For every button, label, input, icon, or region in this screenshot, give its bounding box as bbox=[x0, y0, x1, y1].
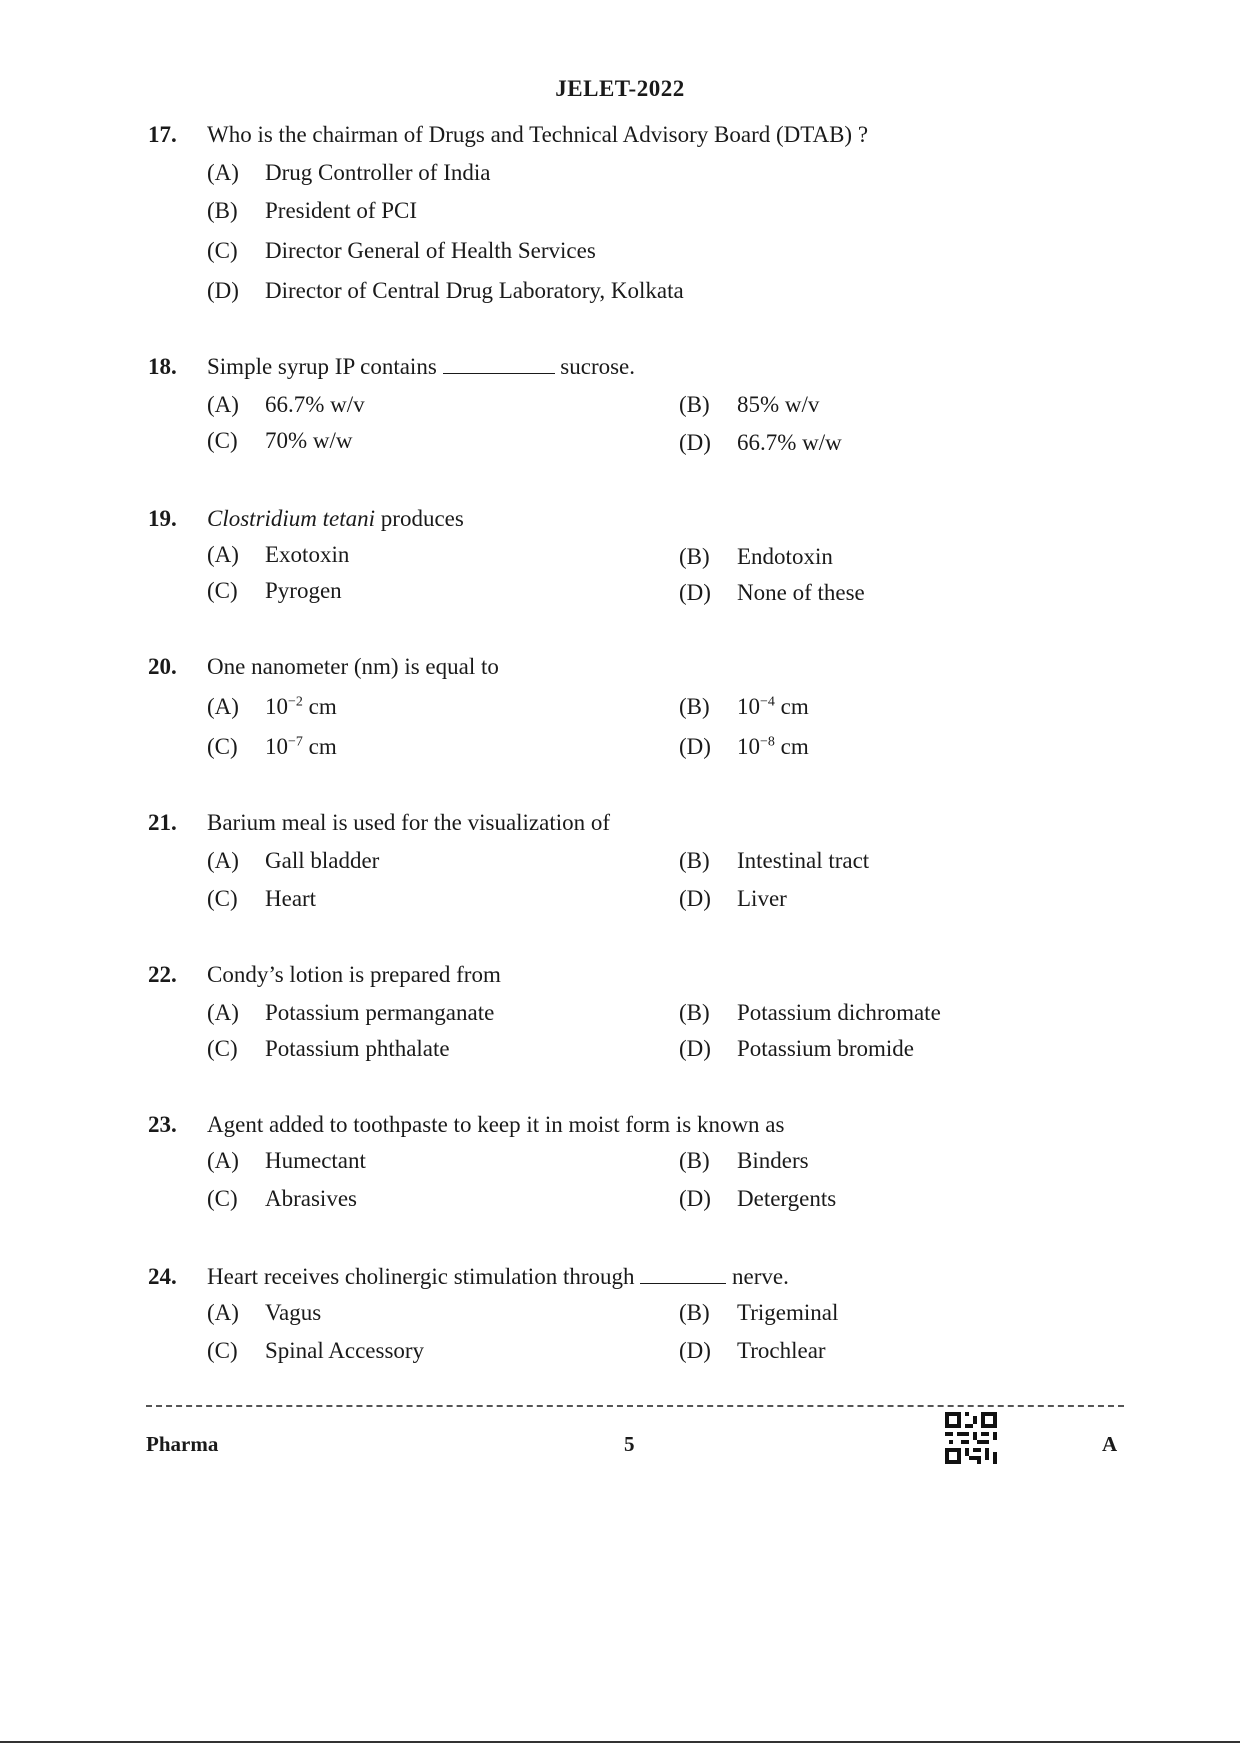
option-b[interactable]: (B) Endotoxin bbox=[679, 544, 833, 569]
option-c[interactable]: (C) Spinal Accessory bbox=[207, 1338, 425, 1363]
question-text: Condy’s lotion is prepared from bbox=[207, 962, 501, 987]
option-d[interactable]: (D) Director of Central Drug Laboratory, Kolkata bbox=[207, 278, 684, 303]
question-number: 18. bbox=[148, 354, 177, 379]
option-b[interactable]: (B) Intestinal tract bbox=[679, 848, 870, 873]
option-d[interactable]: (D) Detergents bbox=[679, 1186, 837, 1211]
option-b[interactable]: (B) President of PCI bbox=[207, 198, 418, 223]
question-number: 23. bbox=[148, 1112, 177, 1137]
option-a[interactable]: (A) Vagus bbox=[207, 1300, 322, 1325]
option-a[interactable]: (A) Humectant bbox=[207, 1148, 366, 1173]
option-d[interactable]: (D) $10^{-8}$ cm bbox=[679, 734, 809, 759]
option-d[interactable]: (D) None of these bbox=[679, 580, 865, 605]
option-c[interactable]: (C) 70% w/w bbox=[207, 428, 353, 453]
option-d[interactable]: (D) Trochlear bbox=[679, 1338, 826, 1363]
question-number: 20. bbox=[148, 654, 177, 679]
page-bottom-divider bbox=[0, 1741, 1240, 1743]
question-text: Heart receives cholinergic stimulation through nerve. bbox=[207, 1264, 789, 1289]
footer-subject: Pharma bbox=[146, 1432, 219, 1456]
option-b[interactable]: (B) Trigeminal bbox=[679, 1300, 839, 1325]
option-c[interactable]: (C) Director General of Health Services bbox=[207, 238, 596, 263]
option-a[interactable]: (A) Exotoxin bbox=[207, 542, 350, 567]
option-a[interactable]: (A) Gall bladder bbox=[207, 848, 380, 873]
qr-code-icon bbox=[945, 1412, 997, 1464]
option-b[interactable]: (B) $10^{-4}$ cm bbox=[679, 694, 809, 719]
question-number: 24. bbox=[148, 1264, 177, 1289]
option-b[interactable]: (B) 85% w/v bbox=[679, 392, 820, 417]
option-c[interactable]: (C) Heart bbox=[207, 886, 317, 911]
question-text: Agent added to toothpaste to keep it in moist form is known as bbox=[207, 1112, 785, 1137]
option-d[interactable]: (D) 66.7% w/w bbox=[679, 430, 842, 455]
option-c[interactable]: (C) $10^{-7}$ cm bbox=[207, 734, 337, 759]
answer-blank bbox=[640, 1265, 726, 1284]
question-set-label: A bbox=[1102, 1432, 1118, 1456]
question-number: 19. bbox=[148, 506, 177, 531]
option-a[interactable]: (A) Drug Controller of India bbox=[207, 160, 491, 185]
option-b[interactable]: (B) Binders bbox=[679, 1148, 809, 1173]
option-c[interactable]: (C) Abrasives bbox=[207, 1186, 357, 1211]
footer-divider bbox=[146, 1405, 1124, 1407]
question-number: 22. bbox=[148, 962, 177, 987]
question-text: Barium meal is used for the visualization of bbox=[207, 810, 611, 835]
option-a[interactable]: (A) 66.7% w/v bbox=[207, 392, 365, 417]
question-number: 21. bbox=[148, 810, 177, 835]
option-a[interactable]: (A) $10^{-2}$ cm bbox=[207, 694, 337, 719]
option-d[interactable]: (D) Potassium bromide bbox=[679, 1036, 914, 1061]
option-d[interactable]: (D) Liver bbox=[679, 886, 787, 911]
option-b[interactable]: (B) Potassium dichromate bbox=[679, 1000, 941, 1025]
option-a[interactable]: (A) Potassium permanganate bbox=[207, 1000, 495, 1025]
exam-title: JELET-2022 bbox=[555, 76, 685, 101]
option-c[interactable]: (C) Potassium phthalate bbox=[207, 1036, 450, 1061]
answer-blank bbox=[443, 355, 555, 374]
option-c[interactable]: (C) Pyrogen bbox=[207, 578, 342, 603]
question-text: Simple syrup IP contains sucrose. bbox=[207, 354, 636, 379]
question-number: 17. bbox=[148, 122, 177, 147]
question-text: Clostridium tetani produces bbox=[207, 506, 464, 531]
page-number: 5 bbox=[624, 1432, 635, 1456]
question-text: Who is the chairman of Drugs and Technical Advisory Board (DTAB) ? bbox=[207, 122, 869, 147]
question-text: One nanometer (nm) is equal to bbox=[207, 654, 499, 679]
